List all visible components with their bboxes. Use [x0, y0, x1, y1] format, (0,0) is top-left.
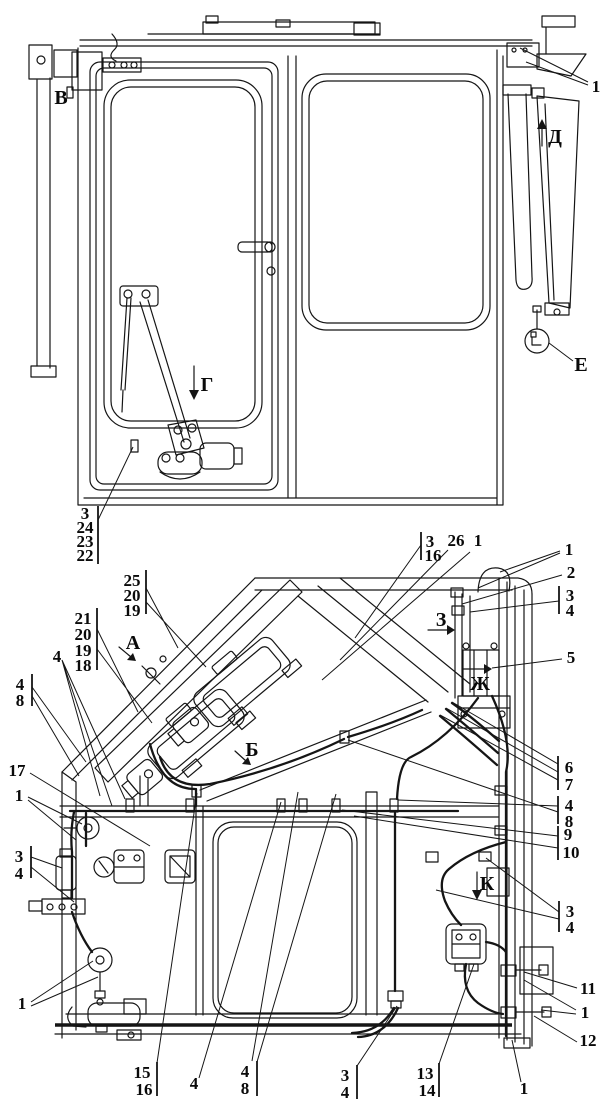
callout-b34-4: 4: [340, 1083, 350, 1100]
cab-door: [90, 62, 278, 490]
callout-b48-8: 8: [240, 1079, 250, 1098]
callout-letter-d: Д: [548, 126, 562, 148]
callout-19a: 19: [123, 601, 141, 620]
callout-r1: 1: [564, 540, 574, 559]
callout-24: 24: [76, 518, 94, 537]
callout-25: 25: [123, 571, 141, 590]
callout-b34-3: 3: [340, 1066, 350, 1085]
callout-b48-4: 4: [240, 1062, 250, 1081]
horn: [77, 817, 99, 839]
rear-window-opening: [213, 822, 357, 1018]
callout-r7: 7: [564, 775, 574, 794]
callout-letter-zh: Ж: [470, 673, 490, 695]
callout-1-b: 1: [580, 1003, 590, 1022]
front-pillar-hinges: [29, 45, 141, 377]
callout-20b: 20: [74, 625, 92, 644]
callout-r2: 2: [566, 563, 576, 582]
callout-1-top: 1: [591, 77, 601, 96]
callout-16: 16: [135, 1080, 153, 1099]
callout-l48-4: 4: [15, 675, 25, 694]
callout-letter-z: З: [435, 609, 447, 631]
callout-r48-8: 8: [564, 812, 574, 831]
wiper-assembly: [120, 286, 242, 479]
callout-22: 22: [76, 546, 94, 565]
wiper-motor: [200, 443, 234, 469]
callout-15: 15: [133, 1063, 151, 1082]
callout-r9: 9: [563, 825, 573, 844]
callout-letter-k: К: [479, 873, 495, 895]
callout-r34b-3: 3: [565, 902, 575, 921]
callout-13: 13: [416, 1064, 434, 1083]
right-channel-connector: [451, 568, 510, 728]
callout-20a: 20: [123, 586, 141, 605]
callout-l1-low: 1: [17, 994, 27, 1013]
callout-19b: 19: [74, 641, 92, 660]
washer-detail-circle: [525, 329, 549, 353]
left-components: [29, 817, 195, 1040]
callout-23: 23: [76, 532, 94, 551]
callout-26: 26: [447, 531, 465, 550]
callout-r34b-4: 4: [565, 918, 575, 937]
callout-18: 18: [74, 656, 92, 675]
callout-1-c: 1: [519, 1079, 529, 1098]
callout-letter-a: А: [125, 632, 141, 654]
callout-3: 3: [80, 504, 90, 523]
bottom-view-callouts: [9, 531, 597, 1100]
callout-r34a-3: 3: [565, 586, 575, 605]
callout-21: 21: [74, 609, 92, 628]
callout-l1: 1: [14, 786, 24, 805]
callout-r6: 6: [564, 758, 574, 777]
callout-14: 14: [418, 1081, 436, 1100]
callout-r5: 5: [566, 648, 576, 667]
callout-l48-8: 8: [15, 691, 25, 710]
callout-r48-4: 4: [564, 796, 574, 815]
cab-rear-view: [9, 531, 597, 1100]
callout-3-16-b: 16: [424, 546, 442, 565]
cab-body: [78, 48, 503, 505]
callout-letter-v: В: [54, 87, 68, 109]
callout-l34-3: 3: [14, 847, 24, 866]
callout-r10: 10: [562, 843, 580, 862]
heater-panel: [95, 580, 431, 813]
callout-l34-4: 4: [14, 864, 24, 883]
callout-letter-g: Г: [200, 374, 214, 396]
callout-letter-b: Б: [245, 739, 259, 761]
pulley: [88, 948, 112, 972]
callout-17: 17: [8, 761, 26, 780]
roof-hatch: [80, 16, 586, 76]
callout-l4: 4: [52, 647, 62, 666]
callout-1-a: 1: [473, 531, 483, 550]
callout-b4: 4: [189, 1074, 199, 1093]
callout-letter-e: Е: [574, 354, 588, 376]
rear-side-window: [302, 74, 490, 330]
callout-12: 12: [579, 1031, 597, 1050]
cab-side-view: [29, 16, 600, 565]
callout-11: 11: [579, 979, 597, 998]
callout-r34a-4: 4: [565, 601, 575, 620]
callout-3-16-a: 3: [425, 532, 435, 551]
wiper-connector: [131, 440, 138, 452]
